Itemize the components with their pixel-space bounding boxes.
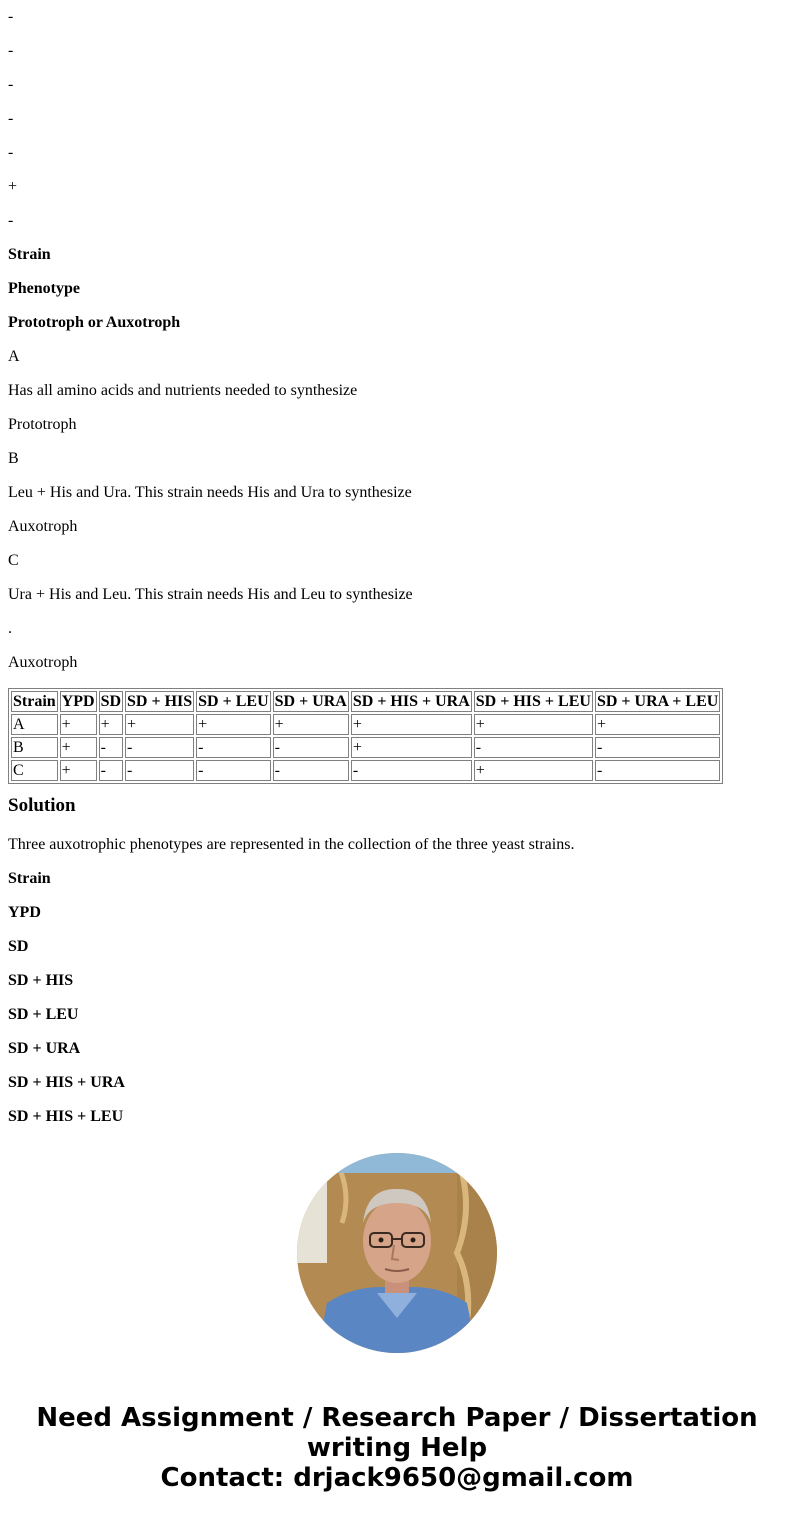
list-item: - [8,8,14,25]
table-cell: + [273,714,349,735]
solution-label: YPD [8,904,41,921]
column-header: SD [100,693,122,710]
table-cell: + [60,737,97,758]
table-cell: - [99,737,123,758]
table-cell: - [125,737,194,758]
solution-text: Three auxotrophic phenotypes are represented in the collection of the three yeast strains. [8,836,575,853]
solution-heading: Solution [8,795,76,816]
column-header: SD + HIS [127,693,193,710]
solution-label: Strain [8,870,51,887]
phenotype-header-type: Prototroph or Auxotroph [8,314,181,331]
table-cell: - [196,737,270,758]
table-cell: A [11,714,58,735]
solution-label: SD + HIS + LEU [8,1108,124,1123]
phenotype-text: Ura + His and Leu. This strain needs His and Leu to synthesize [8,586,413,603]
table-cell: + [474,714,593,735]
table-cell: + [99,714,123,735]
solution-label: SD + URA [8,1040,81,1057]
type-text: Auxotroph [8,518,78,535]
promo-line: writing Help [306,1433,488,1463]
table-cell: + [351,714,472,735]
table-cell: - [351,760,472,781]
document-content [8,0,786,1123]
avatar [297,1153,497,1353]
table-cell: - [595,737,720,758]
solution-label: SD + HIS [8,972,74,989]
phenotype-text: Has all amino acids and nutrients needed to synthesize [8,382,358,399]
table-row [11,760,720,781]
solution-label: SD [8,938,29,955]
growth-table [8,688,723,784]
phenotype-text: Leu + His and Ura. This strain needs His and Ura to synthesize [8,484,412,501]
table-cell: - [125,760,194,781]
table-cell: - [99,760,123,781]
type-text: Auxotroph [8,654,78,671]
table-cell: C [11,760,58,781]
table-cell: - [474,737,593,758]
list-item: - [8,212,14,229]
strain-label: B [8,450,19,467]
column-header: SD + URA + LEU [596,693,719,710]
period-text: . [8,620,12,637]
table-cell: - [273,760,349,781]
table-cell: + [595,714,720,735]
table-cell: + [474,760,593,781]
phenotype-header-strain: Strain [8,246,51,263]
column-header: SD + HIS + URA [352,693,470,710]
table-row [11,737,720,758]
column-header: YPD [61,693,95,710]
column-header: SD + HIS + LEU [475,693,591,710]
table-cell: + [125,714,194,735]
list-item: + [8,178,18,195]
solution-label: SD + LEU [8,1006,79,1023]
strain-label: C [8,552,19,569]
phenotype-header-phenotype: Phenotype [8,280,80,297]
strain-label: A [8,348,20,365]
list-item: - [8,144,14,161]
table-cell: + [60,714,97,735]
list-item: - [8,76,14,93]
table-cell: + [196,714,270,735]
table-cell: - [595,760,720,781]
column-header: Strain [13,693,56,710]
avatar-portrait [297,1153,497,1353]
list-item: - [8,110,14,127]
list-item: - [8,42,14,59]
table-header-row [11,691,720,712]
table-cell: - [273,737,349,758]
type-text: Prototroph [8,416,77,433]
table-cell: + [351,737,472,758]
table-cell: - [196,760,270,781]
promo-banner [0,1403,794,1493]
column-header: SD + LEU [198,693,269,710]
table-cell: + [60,760,97,781]
column-header: SD + URA [274,693,347,710]
table-row [11,714,720,735]
solution-label: SD + HIS + URA [8,1074,125,1091]
promo-line: Need Assignment / Research Paper / Dissertation [36,1403,758,1433]
table-cell: B [11,737,58,758]
contact-line: Contact: drjack9650@gmail.com [160,1463,634,1493]
